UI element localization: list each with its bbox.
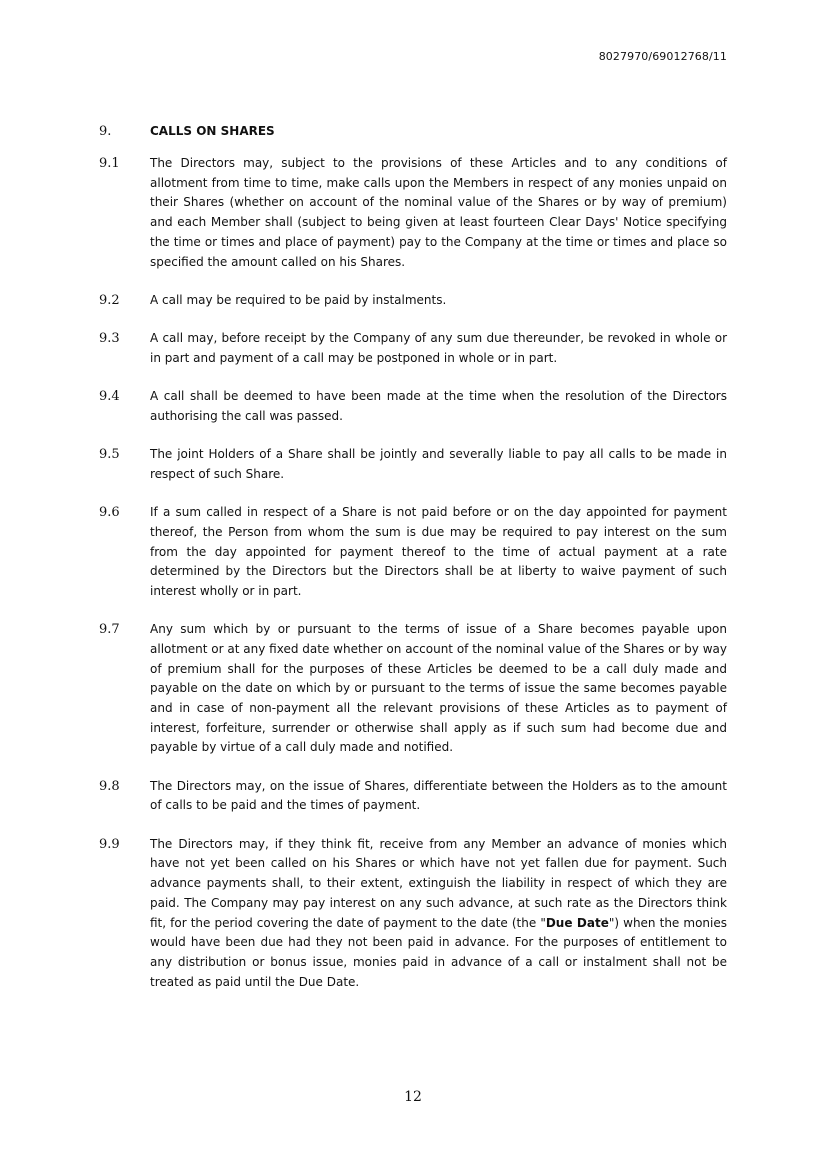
- clause-number: 9.7: [99, 622, 120, 638]
- clause-9-3: [99, 329, 727, 368]
- section-title: CALLS ON SHARES: [150, 124, 275, 138]
- clause-text: The Directors may, subject to the provisions of these Articles and to any conditions of allotment from time to time, make calls upon the Members in respect of any monies unpaid on their Shares (whether on account of the nominal value of the Shares or by way of premium) and each Member shall (subject to being given at least fourteen Clear Days' Notice specifying the time or times and place of payment) pay to the Company at the time or times and place so specified the amount called on his Shares.: [150, 156, 727, 269]
- clause-text: The joint Holders of a Share shall be jointly and severally liable to pay all calls to be made in respect of such Share.: [150, 447, 727, 481]
- clause-number: 9.4: [99, 389, 120, 405]
- clause-text: A call may be required to be paid by instalments.: [150, 292, 447, 307]
- clause-number: 9.6: [99, 505, 120, 521]
- section-number: 9.: [99, 124, 112, 139]
- clause-9-4: [99, 387, 727, 426]
- clause-text-part1: The Directors may, if they think fit, receive from any Member an advance of monies which have not yet been called on his Shares or which have not yet fallen due for payment. Such advance payments shall, to their extent, extinguish the liability in respect of which they are paid. The Company may pay interest on any such advance, at such rate as the Directors think fit, for the period covering the date of payment to the date (the ": [150, 836, 727, 930]
- clause-text: The Directors may, on the issue of Shares, differentiate between the Holders as to the amount of calls to be paid and the times of payment.: [150, 778, 727, 813]
- clause-number: 9.8: [99, 778, 120, 794]
- clause-text: Any sum which by or pursuant to the terms of issue of a Share becomes payable upon allotment or at any fixed date whether on account of the nominal value of the Shares or by way of premium shall for the purposes of these Articles be deemed to be a call duly made and payable on the date on which by or pursuant to the terms of issue the same becomes payable and in case of non-payment all the relevant provisions of these Articles as to payment of interest, forfeiture, surrender or otherwise shall apply as if such sum had become due and payable by virtue of a call duly made and notified.: [150, 622, 727, 755]
- clause-9-2: [99, 291, 727, 311]
- clause-number: 9.3: [99, 331, 120, 347]
- clause-text-part2: ") when the monies would have been due had they not been paid in advance. For the purposes of entitlement to any distribution or bonus issue, monies paid in advance of a call or instalment shall not be treated as paid until the Due Date.: [150, 915, 727, 989]
- clause-number: 9.1: [99, 156, 120, 171]
- clause-number: 9.5: [99, 447, 120, 463]
- clause-9-7: [99, 620, 727, 758]
- clause-number: 9.2: [99, 292, 120, 308]
- clause-text: [150, 835, 727, 993]
- section-calls-on-shares: [99, 124, 727, 1011]
- clause-text: A call may, before receipt by the Company of any sum due thereunder, be revoked in whole or in part and payment of a call may be postponed in whole or in part.: [150, 331, 727, 365]
- clause-9-5: [99, 445, 727, 484]
- defined-term-due-date: Due Date: [545, 915, 609, 930]
- document-reference: 8027970/69012768/11: [598, 50, 727, 63]
- clause-9-1: [99, 154, 727, 272]
- clause-text: If a sum called in respect of a Share is not paid before or on the day appointed for payment thereof, the Person from whom the sum is due may be required to pay interest on the sum from the day appointed for payment thereof to the time of actual payment at a rate determined by the Directors but the Directors shall be at liberty to waive payment of such interest wholly or in part.: [150, 505, 727, 598]
- clause-9-9: [99, 835, 727, 993]
- clause-9-8: [99, 777, 727, 816]
- section-heading: [99, 124, 727, 139]
- clause-number: 9.9: [99, 836, 120, 852]
- clause-9-6: [99, 503, 727, 602]
- page-number: 12: [404, 1089, 422, 1105]
- clause-text: A call shall be deemed to have been made at the time when the resolution of the Directors authorising the call was passed.: [150, 389, 727, 423]
